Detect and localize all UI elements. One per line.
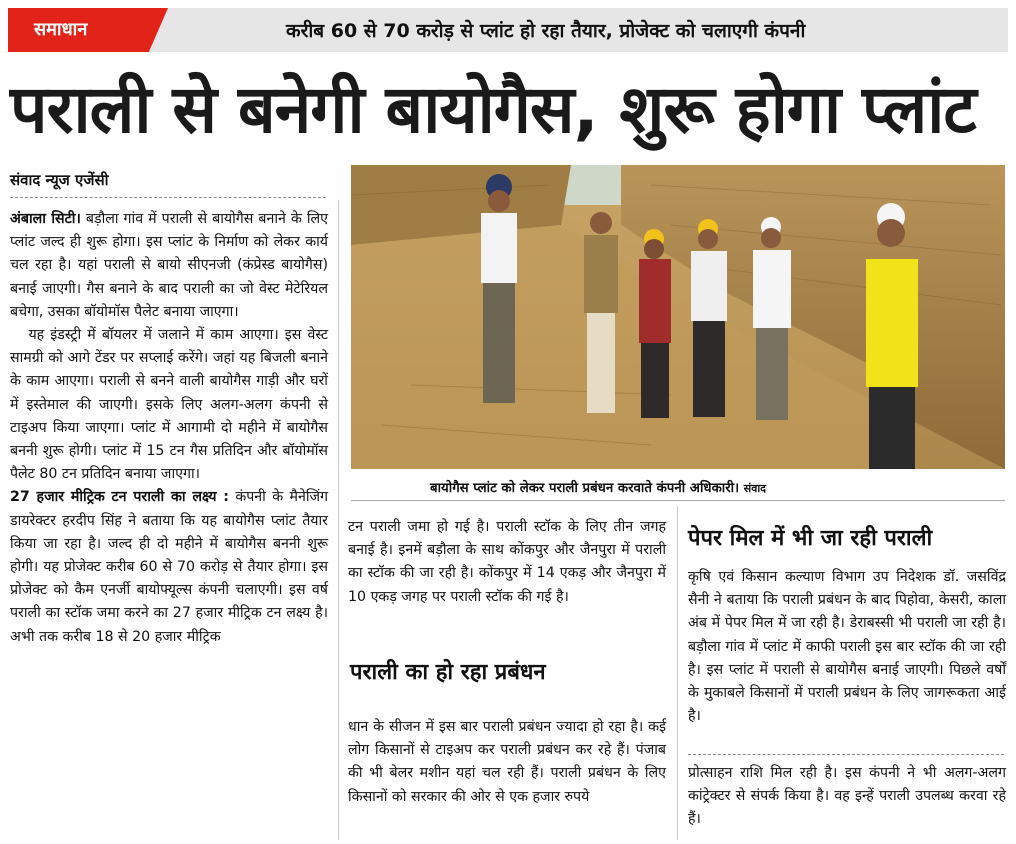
photo-caption-text: बायोगैस प्लांट को लेकर पराली प्रबंधन करवाते कंपनी अधिकारी। [430,481,740,496]
news-photo [351,165,1005,469]
article-column-3-bottom [688,762,1006,832]
section-tag [8,8,168,52]
column-divider-2 [677,506,678,840]
photo-caption [430,478,766,496]
col2-paragraph-1: टन पराली जमा हो गई है। पराली स्टॉक के लिए तीन जगह बनाई है। इनमें बड़ौला के साथ कोंकपुर और जैनपुरा में पराली का स्टॉक की जा रही है। कोंकपुर में 14 एकड़ और जैनपुरा में 10 एकड़ जगह पर पराली स्टॉक की गई है। [348,519,666,605]
col2-subhead: पराली का हो रहा प्रबंधन [350,660,546,685]
col3-paragraph-1: कृषि एवं किसान कल्याण विभाग उप निदेशक डॉ. जसविंद्र सैनी ने बताया कि पराली प्रबंधन के बाद पिहोवा, केसरी, काला अंब में पेपर मिल में जा रही है। डेराबस्सी भी पराली जा रही है। बड़ौला गांव में प्लांट में काफी पराली इस बार स्टॉक की जा रही है। इस प्लांट में पराली से बायोगैस बनाई जाएगी। पिछले वर्षों के मुकाबले किसानों में पराली प्रबंधन के लिए जागरूकता आई है। [688,569,1006,725]
kicker-text: करीब 60 से 70 करोड़ से प्लांट हो रहा तैयार, प्रोजेक्ट को चलाएगी कंपनी [286,20,806,42]
dateline: अंबाला सिटी। [10,211,81,227]
column-divider [338,200,339,840]
col1-paragraph-1: बड़ौला गांव में पराली से बायोगैस बनाने के लिए प्लांट जल्द ही शुरू होगा। इस प्लांट के निर्माण को लेकर कार्य चल रहा है। यहां पराली से बायो सीएनजी (कंप्रेस्ड बायोगैस) बनाई जाएगी। गैस बनाने के बाद पराली का जो वेस्ट मेटेरियल बचेगा, उसका बॉयोमॉस पैलेट बनाया जाएगा। [10,211,328,320]
caption-divider [351,500,1005,501]
col3-paragraph-2: प्रोत्साहन राशि मिल रही है। इस कंपनी ने भी अलग-अलग कांट्रेक्टर से संपर्क किया है। वह इन्हें पराली उपलब्ध करवा रहे हैं। [688,765,1006,828]
byline-divider [10,197,326,198]
photo-illustration [351,165,1005,469]
col1-subhead: 27 हजार मीट्रिक टन पराली का लक्ष्य : [10,489,229,506]
article-column-2-bottom [348,716,666,809]
headline: पराली से बनेगी बायोगैस, शुरू होगा प्लांट [10,71,976,148]
section-tag-label: समाधान [34,19,88,40]
article-column-1 [10,208,328,649]
byline: संवाद न्यूज एजेंसी [10,171,109,189]
article-column-2 [348,516,666,609]
col2-paragraph-2: धान के सीजन में इस बार पराली प्रबंधन ज्यादा हो रहा है। कई लोग किसानों से टाइअप कर पराली प्रबंधन कर रहे हैं। पंजाब की भी बेलर मशीन यहां चल रही हैं। पराली प्रबंधन के लिए किसानों को सरकार की ओर से एक हजार रुपये [348,719,666,805]
col3-divider [688,754,1004,755]
col1-paragraph-3: कंपनी के मैनेजिंग डायरेक्टर हरदीप सिंह ने बताया कि यह बायोगैस प्लांट तैयार किया जा रहा है। जल्द ही दो महीने में बायोगैस बननी शुरू होगी। यह प्रोजेक्ट करीब 60 से 70 करोड़ से तैयार होगा। इस प्रोजेक्ट को कैम एनर्जी बायोफ्यूल्स कंपनी चलाएगी। इस वर्ष पराली का स्टॉक जमा करने का 27 हजार मीट्रिक टन लक्ष्य है। अभी तक करीब 18 से 20 हजार मीट्रिक [10,489,329,645]
photo-credit: संवाद [743,482,767,495]
article-column-3 [688,566,1006,728]
col3-subhead: पेपर मिल में भी जा रही पराली [688,526,933,551]
col1-paragraph-2: यह इंडस्ट्री में बॉयलर में जलाने में काम आएगा। इस वेस्ट सामग्री को आगे टेंडर पर सप्लाई करेंगे। जहां यह बिजली बनाने के काम आएगा। पराली से बनने वाली बायोगैस गाड़ी और घरों में इस्तेमाल की जाएगी। इसके लिए अलग-अलग कंपनी से टाइअप किया जाएगा। प्लांट में आगामी दो महीने में बायोगैस बननी शुरू होगी। प्लांट में 15 टन गैस प्रतिदिन और बॉयोमॉस पैलेट 80 टन प्रतिदिन बनाया जाएगा। [10,327,328,483]
